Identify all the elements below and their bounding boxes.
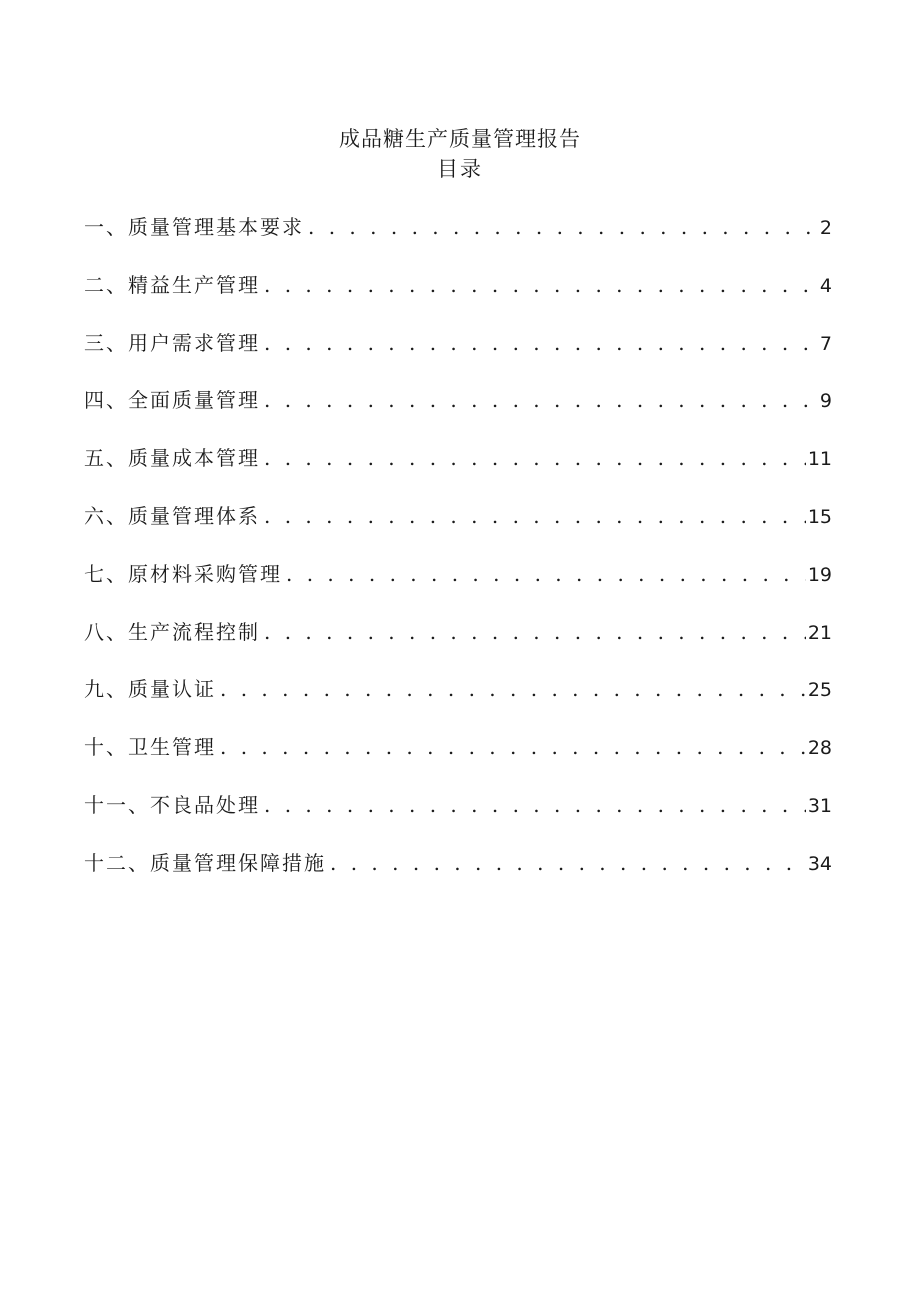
toc-entry-page: 15	[807, 505, 832, 528]
document-title: 成品糖生产质量管理报告	[339, 127, 581, 151]
toc-entry-8[interactable]	[84, 616, 832, 674]
toc-entry-label: 九、质量认证	[84, 677, 216, 702]
toc-dot-leader	[264, 442, 806, 474]
toc-dot-leader	[308, 211, 818, 243]
toc-entry-label: 六、质量管理体系	[84, 503, 260, 528]
toc-entry-2[interactable]	[84, 269, 832, 327]
toc-entry-page: 9	[819, 390, 832, 413]
toc-dot-leader	[264, 269, 818, 301]
toc-entry-1[interactable]	[84, 211, 832, 269]
toc-entry-6[interactable]	[84, 500, 832, 558]
toc-entry-label: 七、原材料采购管理	[84, 561, 282, 586]
toc-entry-page: 25	[807, 679, 832, 702]
toc-entry-4[interactable]	[84, 384, 832, 442]
toc-entry-label: 二、精益生产管理	[84, 272, 260, 297]
toc-dot-leader	[330, 847, 806, 879]
toc-dot-leader	[264, 384, 818, 416]
toc-dot-leader	[264, 789, 806, 821]
toc-dot-leader	[220, 731, 806, 763]
toc-dot-leader	[286, 558, 806, 590]
toc-entry-label: 十一、不良品处理	[84, 792, 260, 817]
toc-entry-7[interactable]	[84, 558, 832, 616]
toc-entry-page: 4	[819, 274, 832, 297]
toc-entry-page: 34	[807, 852, 832, 875]
toc-entry-page: 7	[819, 332, 832, 355]
toc-dot-leader	[264, 616, 806, 648]
toc-entry-label: 一、质量管理基本要求	[84, 215, 304, 239]
toc-entry-label: 十二、质量管理保障措施	[84, 850, 326, 875]
toc-entry-page: 28	[807, 737, 832, 760]
toc-entry-page: 31	[807, 794, 832, 817]
toc-entry-10[interactable]	[84, 731, 832, 789]
toc-entry-label: 三、用户需求管理	[84, 330, 260, 355]
toc-dot-leader	[264, 500, 806, 532]
toc-entry-label: 十、卫生管理	[84, 735, 216, 760]
toc-entry-page: 11	[807, 448, 832, 471]
toc-entry-5[interactable]	[84, 442, 832, 500]
toc-entry-3[interactable]	[84, 327, 832, 385]
toc-entry-label: 五、质量成本管理	[84, 446, 260, 471]
toc-entry-label: 八、生产流程控制	[84, 619, 260, 644]
toc-entry-11[interactable]	[84, 789, 832, 847]
toc-dot-leader	[220, 673, 806, 705]
toc-entry-page: 19	[807, 563, 832, 586]
table-of-contents	[84, 211, 832, 905]
toc-heading: 目录	[437, 157, 483, 181]
toc-entry-label: 四、全面质量管理	[84, 388, 260, 413]
toc-dot-leader	[264, 327, 818, 359]
toc-entry-page: 21	[807, 621, 832, 644]
toc-entry-page: 2	[819, 217, 832, 239]
toc-entry-9[interactable]	[84, 673, 832, 731]
toc-entry-12[interactable]	[84, 847, 832, 905]
